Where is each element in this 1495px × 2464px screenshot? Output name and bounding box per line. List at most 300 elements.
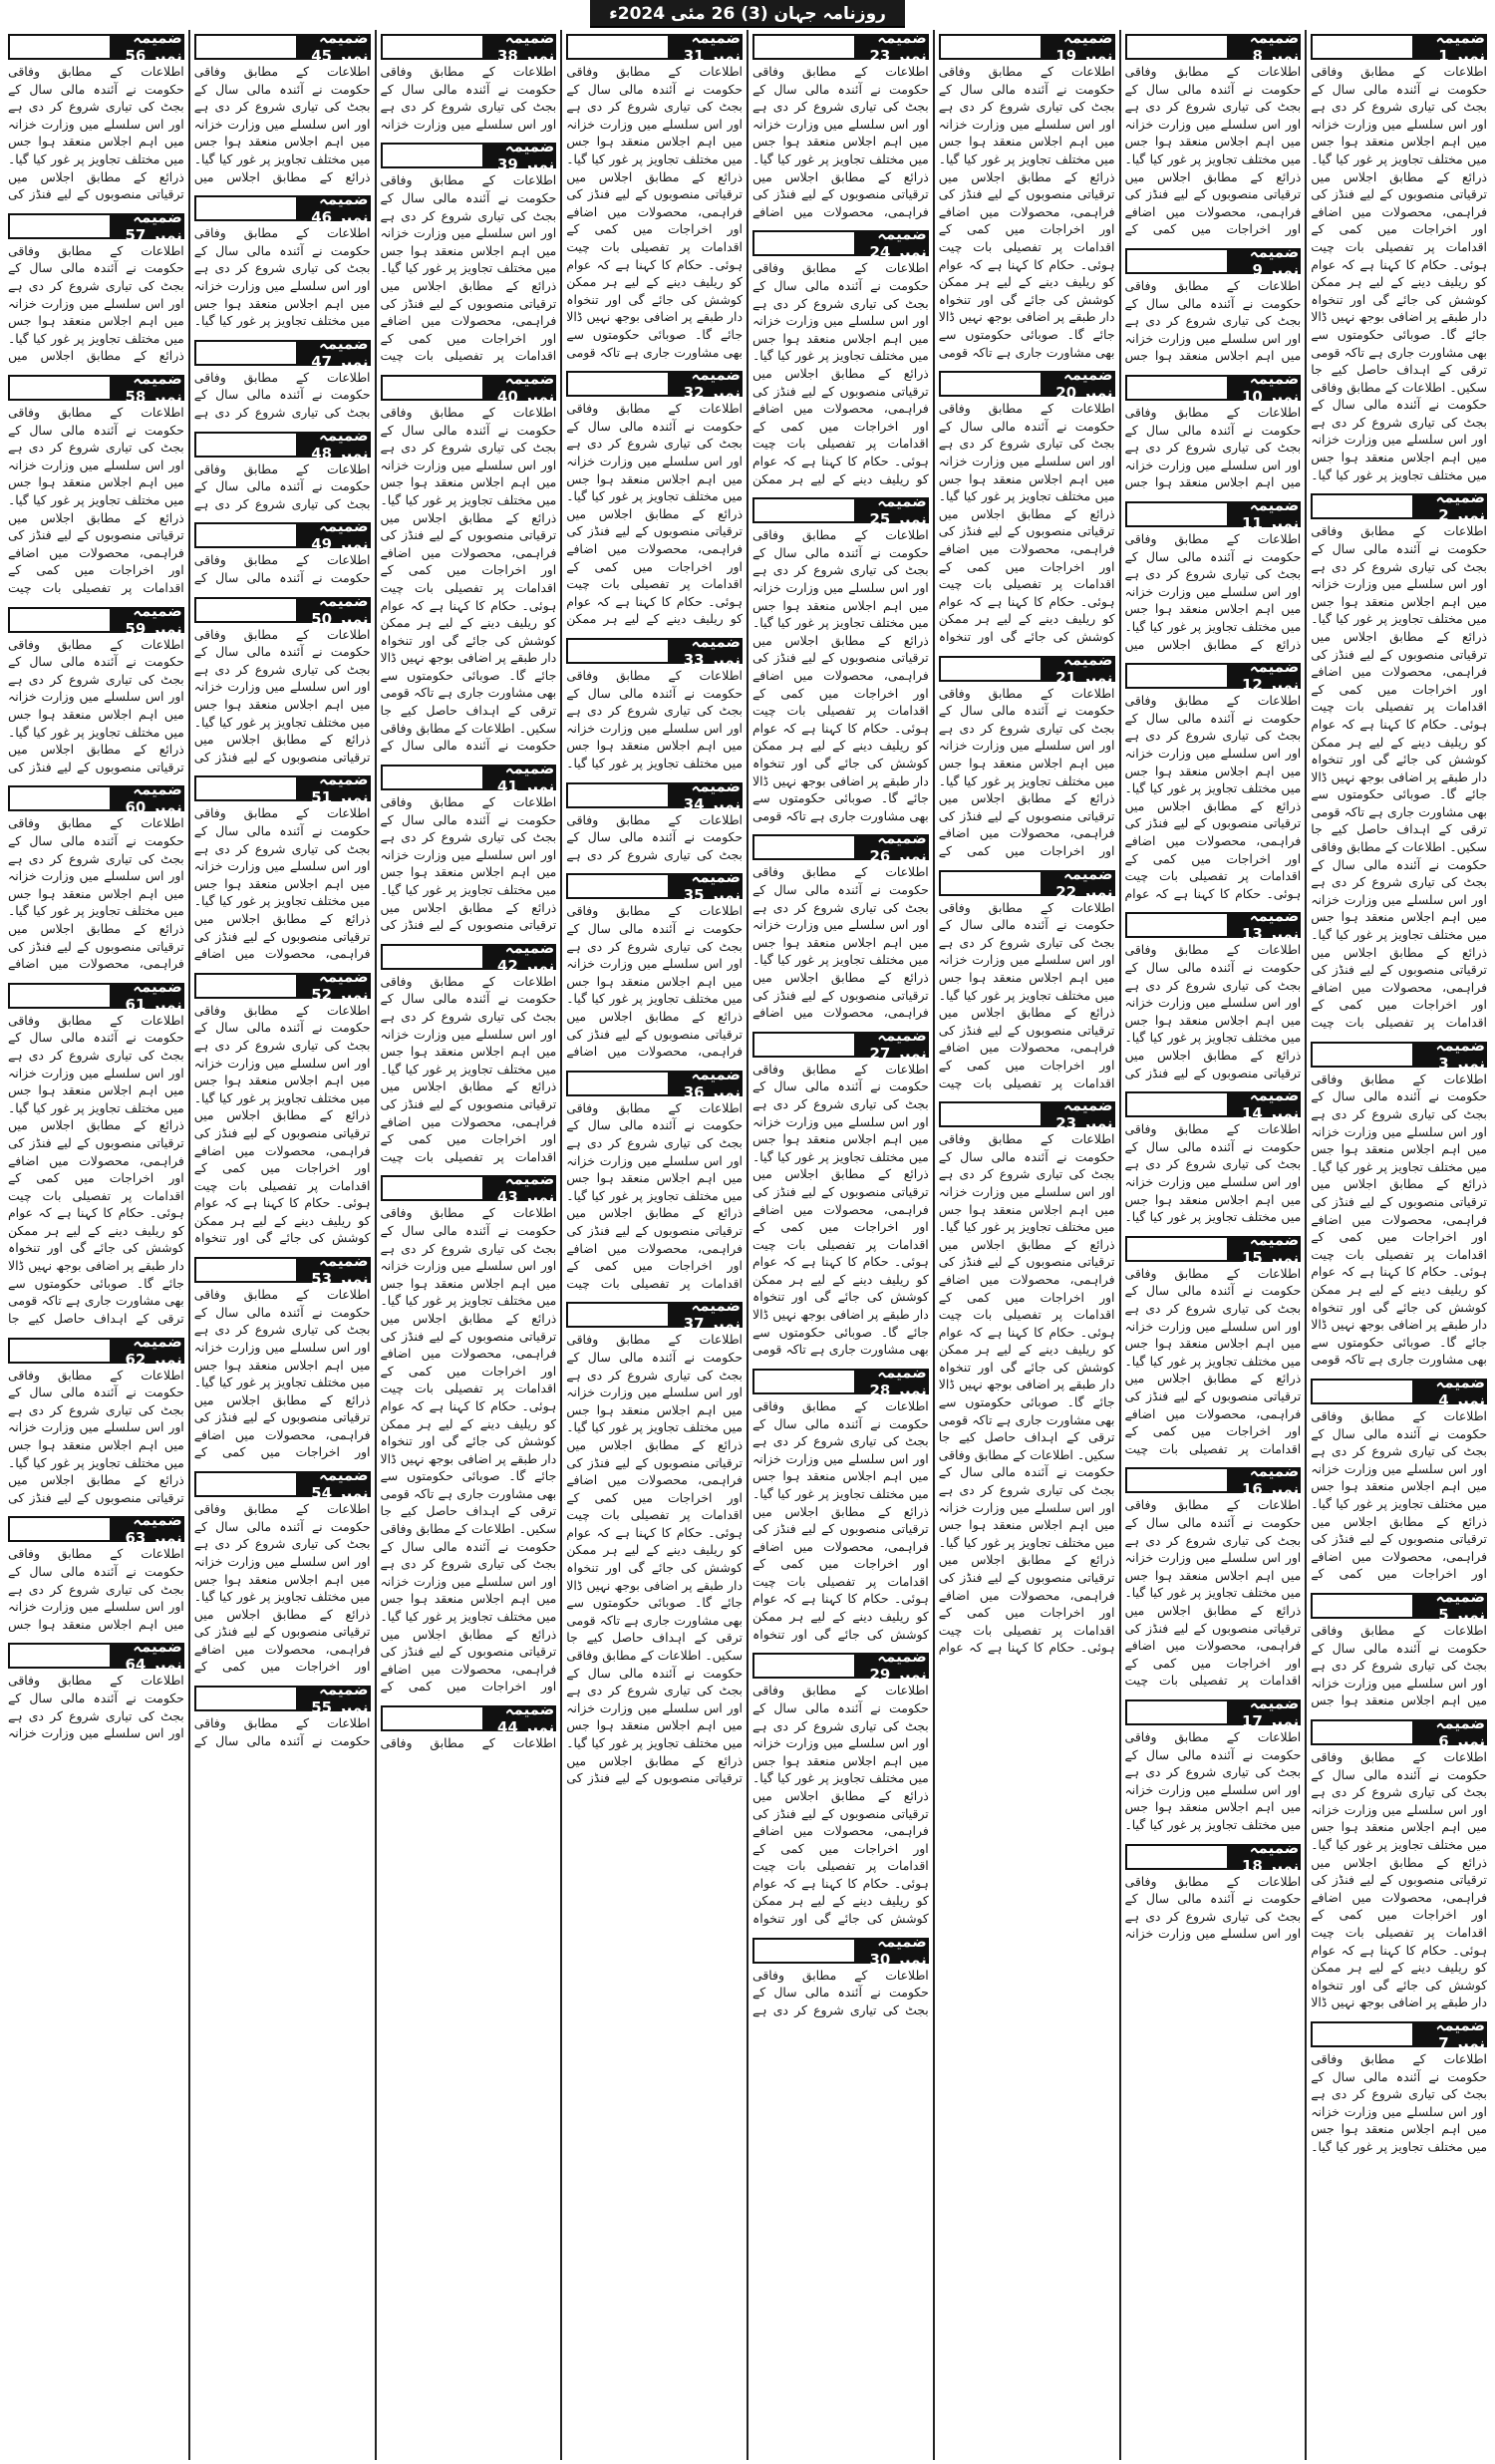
article-body: اطلاعات کے مطابق وفاقی حکومت نے آئندہ مالی سال کے بجٹ کی تیاری شروع کر دی ہے اور اس سلسلے میں وزارت خزانہ میں اہم اجلاس منعقد ہوا جس میں مختلف تجاویز پر غور کیا گیا۔ ذرائع کے مطابق اجلاس میں ترقیاتی منصوبوں کے لیے فنڈز کی فراہمی، محصولات میں اضافے اور اخراجات میں کمی کے اقدامات پر تفصیلی بات چیت ہوئی۔ حکام کا کہنا ہے کہ عوام کو ریلیف دینے کے لیے ہر ممکن — [752, 260, 929, 486]
header-rule — [1313, 1721, 1412, 1743]
header-rule — [568, 36, 668, 58]
article-number-label: ضمیمہ نمبر 36 — [668, 1073, 741, 1094]
header-rule — [941, 1103, 1041, 1125]
article-number-label: ضمیمہ نمبر 30 — [854, 1940, 927, 1962]
article-number-label: ضمیمہ نمبر 21 — [1041, 658, 1113, 680]
article-header — [8, 207, 184, 244]
article-number-label: ضمیمہ نمبر 2 — [1412, 495, 1485, 517]
news-article — [8, 1639, 184, 1741]
article-body: اطلاعات کے مطابق وفاقی حکومت نے آئندہ مالی سال کے بجٹ کی تیاری شروع کر دی ہے اور اس سلسلے میں وزارت خزانہ میں اہم اجلاس منعقد ہوا جس میں مختلف تجاویز پر غور کیا گیا۔ ذرائع کے مطابق اجلاس میں ترقیاتی منصوبوں کے لیے فنڈز کی — [8, 1367, 184, 1505]
news-article — [752, 1649, 929, 1927]
article-number-label: ضمیمہ نمبر 57 — [110, 215, 182, 237]
article-header — [752, 1026, 929, 1063]
news-article — [194, 1253, 371, 1461]
news-article — [1311, 2017, 1487, 2156]
news-article — [1125, 1087, 1302, 1226]
news-article — [939, 367, 1115, 645]
header-rule — [754, 1655, 854, 1677]
article-header — [194, 591, 371, 628]
article-header — [1125, 496, 1302, 532]
news-article — [939, 652, 1115, 860]
article-number-label: ضمیمہ نمبر 11 — [1227, 503, 1300, 525]
article-header — [1125, 1230, 1302, 1267]
header-rule — [10, 36, 110, 58]
news-article — [752, 1028, 929, 1359]
news-article — [1311, 1715, 1487, 2011]
article-body: اطلاعات کے مطابق وفاقی حکومت نے آئندہ مالی سال کے بجٹ کی تیاری شروع کر دی ہے اور اس سلسلے میں وزارت خزانہ میں اہم اجلاس منعقد ہوا جس میں مختلف تجاویز پر غور کیا گیا۔ ذرائع کے مطابق اجلاس میں ترقیاتی منصوبوں کے لیے فنڈز کی فراہمی، محصولات میں اضافے اور اخراجات میں کمی کے — [193, 1287, 371, 1460]
header-rule — [941, 872, 1041, 894]
header-rule — [1127, 503, 1227, 525]
article-header — [381, 138, 557, 174]
article-header — [1125, 1086, 1302, 1123]
news-article — [566, 1067, 743, 1293]
article-number-label: ضمیمہ نمبر 41 — [482, 767, 555, 788]
header-rule — [10, 609, 110, 631]
news-column — [375, 30, 561, 2460]
article-header — [8, 1332, 184, 1369]
header-rule — [941, 373, 1041, 395]
news-article — [381, 761, 557, 934]
news-column — [747, 30, 933, 2460]
news-article — [194, 1682, 371, 1749]
article-body: اطلاعات کے مطابق وفاقی حکومت نے آئندہ مالی سال کے بجٹ کی تیاری شروع کر دی ہے اور اس سلسلے میں وزارت خزانہ میں اہم اجلاس منعقد ہوا جس میں مختلف تجاویز پر غور کیا گیا۔ ذرائع کے مطابق اجلاس میں ترقیاتی منصوبوں کے لیے فنڈز کی فراہمی، محصولات میں اضافے اور اخراجات میں کمی کے اقدامات پر تفصیلی بات چیت — [380, 973, 557, 1164]
article-body: اطلاعات کے مطابق وفاقی حکومت نے آئندہ مالی سال کے بجٹ کی تیاری شروع کر دی ہے اور اس سلسلے میں وزارت خزانہ میں اہم اجلاس منعقد ہوا جس میں مختلف تجاویز پر غور کیا گیا۔ ذرائع کے مطابق اجلاس میں ترقیاتی منصوبوں کے لیے فنڈز کی فراہمی، محصولات میں اضافے اور اخراجات میں کمی کے — [193, 1501, 371, 1675]
news-article — [1125, 1840, 1302, 1943]
article-body: اطلاعات کے مطابق وفاقی حکومت نے آئندہ مالی سال کے بجٹ کی تیاری شروع کر دی ہے اور اس سلسلے میں وزارت خزانہ میں اہم اجلاس منعقد ہوا جس میں مختلف تجاویز پر غور کیا گیا۔ ذرائع کے مطابق اجلاس میں ترقیاتی منصوبوں کے لیے فنڈز کی فراہمی، محصولات میں اضافے اور اخراجات میں کمی کے اقدامات پر تفصیلی بات چیت — [8, 404, 184, 595]
article-body: اطلاعات کے مطابق وفاقی حکومت نے آئندہ مالی سال کے بجٹ کی تیاری شروع کر دی ہے اور اس سلسلے میں وزارت خزانہ میں اہم اجلاس منعقد ہوا جس میں مختلف تجاویز پر غور کیا گیا۔ ذرائع کے مطابق اجلاس میں ترقیاتی منصوبوں کے لیے فنڈز کی فراہمی، محصولات میں اضافے اور اخراجات میں کمی کے — [938, 685, 1115, 858]
article-body: اطلاعات کے مطابق وفاقی حکومت نے آئندہ مالی سال کے بجٹ کی تیاری شروع کر دی ہے اور اس سلسلے میں وزارت خزانہ میں اہم اجلاس منعقد ہوا جس میں مختلف تجاویز پر غور کیا گیا۔ ذرائع کے مطابق اجلاس میں ترقیاتی منصوبوں کے لیے فنڈز کی فراہمی، محصولات میں اضافے اور اخراجات میں کمی کے اقدامات پر تفصیلی بات چیت — [1124, 1497, 1302, 1689]
header-rule — [754, 836, 854, 858]
article-header — [939, 30, 1115, 65]
article-header — [194, 426, 371, 462]
header-rule — [1127, 377, 1227, 399]
news-article — [8, 1512, 184, 1633]
article-number-label: ضمیمہ نمبر 7 — [1412, 2023, 1485, 2045]
news-column — [188, 30, 375, 2460]
header-rule — [1127, 1469, 1227, 1491]
article-number-label: ضمیمہ نمبر 22 — [1041, 872, 1113, 894]
article-header — [752, 1363, 929, 1399]
article-header — [1125, 1838, 1302, 1875]
news-article — [1311, 489, 1487, 1031]
article-number-label: ضمیمہ نمبر 54 — [296, 1473, 369, 1495]
article-body: اطلاعات کے مطابق وفاقی حکومت نے آئندہ مالی سال کے بجٹ کی تیاری شروع کر دی ہے اور اس سلسلے میں وزارت خزانہ میں اہم اجلاس منعقد ہوا جس میں مختلف تجاویز پر غور کیا گیا۔ ذرائع کے مطابق اجلاس میں ترقیاتی منصوبوں کے لیے فنڈز کی فراہمی، محصولات میں اضافے اور اخراجات میں کمی کے اقدامات پر تفصیلی بات چیت — [1124, 1265, 1302, 1456]
header-rule — [754, 1034, 854, 1056]
article-header — [8, 1638, 184, 1675]
header-rule — [196, 197, 296, 219]
article-header — [1311, 2015, 1487, 2052]
article-body: اطلاعات کے مطابق وفاقی حکومت نے آئندہ مالی سال کے بجٹ کی تیاری شروع کر دی ہے اور اس سلسلے میں وزارت خزانہ میں اہم اجلاس منعقد ہوا جس میں مختلف تجاویز پر غور کیا گیا۔ ذرائع کے مطابق اجلاس میں — [193, 64, 371, 184]
header-rule — [196, 975, 296, 997]
article-number-label: ضمیمہ نمبر 63 — [110, 1518, 182, 1540]
news-article — [194, 30, 371, 185]
article-header — [1311, 30, 1487, 65]
news-article — [1311, 1038, 1487, 1369]
news-article — [752, 1934, 929, 2019]
article-body: اطلاعات کے مطابق وفاقی حکومت نے آئندہ مالی سال کے بجٹ کی تیاری شروع کر دی ہے اور اس سلسلے میں وزارت خزانہ میں اہم اجلاس منعقد ہوا جس میں مختلف تجاویز پر غور کیا گیا۔ ذرائع کے مطابق اجلاس میں ترقیاتی منصوبوں کے لیے فنڈز کی فراہمی، محصولات میں اضافے اور اخراجات میں کمی کے اقدامات پر تفصیلی بات چیت ہوئی۔ حکام کا کہنا ہے کہ عوام کو ریلیف دینے کے لیے ہر ممکن کوشش کی جائے گی اور تنخواہ دار طبقے پر اضافی بوجھ نہیں ڈالا جائے گا۔ صوبائی حکومتوں سے بھی مشاورت جاری ہے تاکہ قومی — [752, 1061, 929, 1358]
news-article — [939, 30, 1115, 361]
article-header — [381, 759, 557, 795]
article-header — [752, 225, 929, 262]
article-body: اطلاعات کے مطابق وفاقی — [380, 1735, 557, 1751]
news-article — [194, 428, 371, 513]
article-number-label: ضمیمہ نمبر 23 — [854, 36, 927, 58]
columns-container — [4, 30, 1491, 2460]
article-number-label: ضمیمہ نمبر 37 — [668, 1304, 741, 1326]
article-body: اطلاعات کے مطابق وفاقی حکومت نے آئندہ مالی سال کے بجٹ کی تیاری شروع کر دی ہے اور اس سلسلے میں وزارت خزانہ میں اہم اجلاس منعقد ہوا جس — [1311, 1622, 1487, 1708]
article-number-label: ضمیمہ نمبر 17 — [1227, 1701, 1300, 1723]
header-rule — [383, 145, 482, 166]
article-number-label: ضمیمہ نمبر 43 — [482, 1177, 555, 1199]
news-article — [1125, 497, 1302, 653]
article-header — [381, 369, 557, 406]
news-column — [560, 30, 747, 2460]
news-article — [381, 30, 557, 133]
news-article — [566, 367, 743, 628]
article-header — [566, 366, 743, 403]
article-header — [381, 30, 557, 65]
article-body: اطلاعات کے مطابق وفاقی حکومت نے آئندہ مالی سال کے بجٹ کی تیاری شروع کر دی ہے اور اس سلسلے میں وزارت خزانہ میں اہم اجلاس منعقد ہوا جس میں مختلف تجاویز پر غور کیا گیا۔ ذرائع کے مطابق اجلاس میں ترقیاتی منصوبوں کے لیے فنڈز کی فراہمی، محصولات میں اضافے اور اخراجات میں کمی کے — [1124, 64, 1302, 237]
article-body: اطلاعات کے مطابق وفاقی حکومت نے آئندہ مالی سال کے بجٹ کی تیاری شروع کر دی ہے اور اس سلسلے میں وزارت خزانہ — [1124, 1873, 1302, 1942]
article-body: اطلاعات کے مطابق وفاقی حکومت نے آئندہ مالی سال کے بجٹ کی تیاری شروع کر دی ہے اور اس سلسلے میں وزارت خزانہ میں اہم اجلاس منعقد ہوا جس میں مختلف تجاویز پر غور کیا گیا۔ ذرائع کے مطابق اجلاس میں ترقیاتی منصوبوں کے لیے فنڈز کی فراہمی، محصولات میں اضافے اور اخراجات میں کمی کے — [1311, 1407, 1487, 1582]
header-rule — [568, 1304, 668, 1326]
news-article — [566, 778, 743, 864]
article-number-label: ضمیمہ نمبر 52 — [296, 975, 369, 997]
article-header — [194, 1466, 371, 1503]
article-body: اطلاعات کے مطابق وفاقی حکومت نے آئندہ مالی سال کے بجٹ کی تیاری شروع کر دی ہے اور اس سلسلے میں وزارت خزانہ میں اہم اجلاس منعقد ہوا جس میں مختلف تجاویز پر غور کیا گیا۔ ذرائع کے مطابق اجلاس میں ترقیاتی منصوبوں کے لیے فنڈز کی — [8, 636, 184, 774]
header-rule — [1313, 1044, 1412, 1066]
header-rule — [10, 787, 110, 809]
header-rule — [196, 434, 296, 456]
article-body: اطلاعات کے مطابق وفاقی حکومت نے آئندہ مالی سال کے بجٹ کی تیاری شروع کر دی ہے اور اس سلسلے میں وزارت خزانہ میں اہم اجلاس منعقد ہوا جس میں مختلف تجاویز پر غور کیا گیا۔ ذرائع کے مطابق اجلاس میں ترقیاتی منصوبوں کے لیے فنڈز کی — [8, 64, 184, 202]
news-article — [8, 603, 184, 776]
news-article — [194, 593, 371, 767]
news-article — [939, 866, 1115, 1092]
news-article — [1125, 244, 1302, 365]
article-header — [8, 601, 184, 638]
article-header — [8, 369, 184, 406]
header-rule — [196, 36, 296, 58]
news-article — [1311, 30, 1487, 483]
news-article — [1125, 908, 1302, 1081]
article-header — [194, 30, 371, 65]
article-number-label: ضمیمہ نمبر 60 — [110, 787, 182, 809]
article-number-label: ضمیمہ نمبر 20 — [1041, 373, 1113, 395]
header-rule — [1127, 1238, 1227, 1260]
article-number-label: ضمیمہ نمبر 47 — [296, 342, 369, 364]
article-header — [194, 517, 371, 554]
news-column — [1119, 30, 1306, 2460]
article-body: اطلاعات کے مطابق وفاقی حکومت نے آئندہ مالی سال کے بجٹ کی تیاری شروع کر دی ہے اور اس سلسلے میں وزارت خزانہ میں اہم اجلاس منعقد ہوا جس میں مختلف تجاویز پر غور کیا گیا۔ ذرائع کے مطابق اجلاس میں ترقیاتی منصوبوں کے لیے فنڈز کی فراہمی، محصولات میں اضافے اور اخراجات میں کمی کے اقدامات پر تفصیلی بات چیت ہوئی۔ حکام کا کہنا ہے کہ عوام کو ریلیف دینے کے لیے ہر ممکن کوشش کی جائے گی اور تنخواہ دار طبقے پر اضافی بوجھ نہیں ڈالا جائے گا۔ صوبائی حکومتوں سے بھی مشاورت جاری ہے تاکہ قومی ترقی کے اہداف حاصل کیے جا سکیں۔ اطلاعات کے مطابق وفاقی حکومت نے آئندہ مالی سال کے بجٹ کی تیاری شروع کر دی ہے اور اس سلسلے میں وزارت خزانہ میں اہم اجلاس منعقد ہوا جس میں مختلف تجاویز پر غور کیا گیا۔ — [1311, 64, 1487, 482]
article-body: اطلاعات کے مطابق وفاقی حکومت نے آئندہ مالی سال کے بجٹ کی تیاری شروع کر دی ہے اور اس سلسلے میں وزارت خزانہ میں اہم اجلاس منعقد ہوا جس میں مختلف تجاویز پر غور کیا گیا۔ ذرائع کے مطابق اجلاس میں ترقیاتی منصوبوں کے لیے فنڈز کی — [380, 793, 557, 933]
article-body: اطلاعات کے مطابق وفاقی حکومت نے آئندہ مالی سال کے بجٹ کی تیاری شروع کر دی ہے اور اس سلسلے میں وزارت خزانہ میں اہم اجلاس منعقد ہوا جس میں مختلف تجاویز پر غور کیا گیا۔ ذرائع کے مطابق اجلاس میں ترقیاتی منصوبوں کے لیے فنڈز کی — [1124, 942, 1302, 1080]
article-header — [939, 1096, 1115, 1133]
news-article — [752, 493, 929, 824]
article-number-label: ضمیمہ نمبر 16 — [1227, 1469, 1300, 1491]
news-article — [1311, 1589, 1487, 1709]
article-body: اطلاعات کے مطابق وفاقی حکومت نے آئندہ مالی سال کے بجٹ کی تیاری شروع کر دی ہے اور اس سلسلے میں وزارت خزانہ میں اہم اجلاس منعقد ہوا جس میں مختلف تجاویز پر غور کیا گیا۔ ذرائع کے مطابق اجلاس میں ترقیاتی منصوبوں کے لیے فنڈز کی فراہمی، محصولات میں اضافے اور اخراجات میں کمی کے اقدامات پر تفصیلی بات چیت — [380, 172, 557, 364]
header-rule — [196, 1688, 296, 1709]
article-body: اطلاعات کے مطابق وفاقی حکومت نے آئندہ مالی سال کے — [193, 1715, 371, 1748]
article-number-label: ضمیمہ نمبر 10 — [1227, 377, 1300, 399]
header-rule — [196, 777, 296, 799]
header-rule — [941, 36, 1041, 58]
article-body: اطلاعات کے مطابق وفاقی حکومت نے آئندہ مالی سال کے بجٹ کی تیاری شروع کر دی ہے اور اس سلسلے میں وزارت خزانہ میں اہم اجلاس منعقد ہوا جس — [1124, 278, 1302, 364]
article-header — [939, 864, 1115, 901]
article-header — [1125, 1462, 1302, 1499]
header-rule — [568, 875, 668, 897]
article-number-label: ضمیمہ نمبر 53 — [296, 1259, 369, 1281]
article-number-label: ضمیمہ نمبر 49 — [296, 524, 369, 546]
news-article — [1125, 30, 1302, 238]
article-body: اطلاعات کے مطابق وفاقی حکومت نے آئندہ مالی سال کے بجٹ کی تیاری شروع کر دی ہے اور اس سلسلے میں وزارت خزانہ میں اہم اجلاس منعقد ہوا جس میں مختلف تجاویز پر غور کیا گیا۔ — [1124, 1121, 1302, 1225]
article-number-label: ضمیمہ نمبر 26 — [854, 836, 927, 858]
article-body: اطلاعات کے مطابق وفاقی حکومت نے آئندہ مالی سال کے بجٹ کی تیاری شروع کر دی ہے اور اس سلسلے میں وزارت خزانہ میں اہم اجلاس منعقد ہوا جس میں مختلف تجاویز پر غور کیا گیا۔ ذرائع کے مطابق اجلاس میں ترقیاتی منصوبوں کے لیے فنڈز کی فراہمی، محصولات میں اضافے اور اخراجات میں کمی کے اقدامات پر تفصیلی بات چیت — [938, 899, 1115, 1090]
article-header — [1125, 658, 1302, 695]
article-header — [1125, 30, 1302, 65]
header-rule — [196, 1473, 296, 1495]
article-body: اطلاعات کے مطابق وفاقی حکومت نے آئندہ مالی سال کے بجٹ کی تیاری شروع کر دی ہے اور اس سلسلے میں وزارت خزانہ میں اہم اجلاس منعقد ہوا جس میں مختلف تجاویز پر غور کیا گیا۔ ذرائع کے مطابق اجلاس میں ترقیاتی منصوبوں کے لیے فنڈز کی فراہمی، محصولات میں اضافے — [752, 864, 929, 1021]
article-number-label: ضمیمہ نمبر 25 — [854, 499, 927, 521]
article-number-label: ضمیمہ نمبر 18 — [1227, 1846, 1300, 1868]
header-rule — [10, 985, 110, 1007]
news-article — [752, 226, 929, 487]
article-body: اطلاعات کے مطابق وفاقی حکومت نے آئندہ مالی سال کے بجٹ کی تیاری شروع کر دی ہے اور اس سلسلے میں وزارت خزانہ میں اہم اجلاس منعقد ہوا جس میں مختلف تجاویز پر غور کیا گیا۔ ذرائع کے مطابق اجلاس میں ترقیاتی منصوبوں کے لیے فنڈز کی فراہمی، محصولات میں اضافے اور اخراجات میں کمی کے اقدامات پر تفصیلی بات چیت ہوئی۔ حکام کا کہنا ہے کہ عوام کو ریلیف دینے کے لیے ہر ممکن کوشش کی جائے گی اور تنخواہ دار طبقے پر اضافی بوجھ نہیں ڈالا جائے گا۔ صوبائی حکومتوں سے بھی مشاورت جاری ہے تاکہ قومی ترقی کے اہداف حاصل کیے جا سکیں۔ اطلاعات کے مطابق وفاقی حکومت نے آئندہ مالی سال کے — [380, 404, 557, 754]
news-article — [566, 634, 743, 772]
news-article — [194, 771, 371, 962]
article-header — [8, 977, 184, 1014]
header-rule — [1313, 2023, 1412, 2045]
article-header — [566, 1297, 743, 1334]
news-article — [194, 1467, 371, 1676]
article-number-label: ضمیمہ نمبر 62 — [110, 1340, 182, 1362]
header-rule — [568, 640, 668, 662]
header-rule — [10, 1645, 110, 1667]
news-article — [8, 979, 184, 1328]
article-body: اطلاعات کے مطابق وفاقی حکومت نے آئندہ مالی سال کے بجٹ کی تیاری شروع کر دی ہے اور اس سلسلے میں وزارت خزانہ میں اہم اجلاس منعقد ہوا جس میں مختلف تجاویز پر غور کیا گیا۔ ذرائع کے مطابق اجلاس میں ترقیاتی منصوبوں کے لیے فنڈز کی فراہمی، محصولات میں اضافے اور اخراجات میں کمی کے اقدامات پر تفصیلی بات چیت ہوئی۔ حکام کا کہنا ہے کہ عوام کو ریلیف دینے کے لیے ہر ممکن کوشش کی جائے گی اور تنخواہ دار طبقے پر اضافی بوجھ نہیں ڈالا — [1311, 1748, 1487, 2010]
article-body: اطلاعات کے مطابق وفاقی حکومت نے آئندہ مالی سال کے بجٹ کی تیاری شروع کر دی ہے اور اس سلسلے میں وزارت خزانہ — [380, 64, 557, 132]
header-rule — [1313, 1595, 1412, 1617]
article-header — [566, 776, 743, 813]
article-number-label: ضمیمہ نمبر 3 — [1412, 1044, 1485, 1066]
article-header — [752, 829, 929, 866]
article-header — [381, 938, 557, 975]
article-body: اطلاعات کے مطابق وفاقی حکومت نے آئندہ مالی سال کے بجٹ کی تیاری شروع کر دی ہے اور اس سلسلے میں وزارت خزانہ میں اہم اجلاس منعقد ہوا جس میں مختلف تجاویز پر غور کیا گیا۔ ذرائع کے مطابق اجلاس میں ترقیاتی منصوبوں کے لیے فنڈز کی فراہمی، محصولات میں اضافے اور اخراجات میں کمی کے اقدامات پر تفصیلی بات چیت ہوئی۔ حکام کا کہنا ہے کہ عوام کو ریلیف دینے کے لیے ہر ممکن کوشش کی جائے گی اور تنخواہ دار طبقے پر اضافی بوجھ نہیں ڈالا جائے گا۔ صوبائی حکومتوں سے بھی مشاورت جاری ہے تاکہ قومی ترقی کے اہداف حاصل کیے جا سکیں۔ اطلاعات کے مطابق وفاقی حکومت نے آئندہ مالی سال کے بجٹ کی تیاری شروع کر دی ہے اور اس سلسلے میں وزارت خزانہ میں اہم اجلاس منعقد ہوا جس میں مختلف تجاویز پر غور کیا گیا۔ ذرائع کے مطابق اجلاس میں ترقیاتی منصوبوں کے لیے فنڈز کی فراہمی، محصولات میں اضافے اور اخراجات میں کمی کے اقدامات پر تفصیلی بات چیت ہوئی۔ حکام کا کہنا ہے کہ عوام — [938, 1131, 1115, 1656]
news-column — [1305, 30, 1491, 2460]
news-article — [381, 139, 557, 365]
article-number-label: ضمیمہ نمبر 12 — [1227, 665, 1300, 687]
masthead-date: روزنامہ جہان (3) 26 مئی 2024ء — [590, 0, 905, 28]
article-body: اطلاعات کے مطابق وفاقی حکومت نے آئندہ مالی سال کے بجٹ کی تیاری شروع کر دی ہے اور اس سلسلے میں وزارت خزانہ میں اہم اجلاس منعقد ہوا جس میں مختلف تجاویز پر غور کیا گیا۔ — [1311, 2050, 1487, 2154]
header-rule — [1127, 250, 1227, 272]
article-number-label: ضمیمہ نمبر 4 — [1412, 1381, 1485, 1402]
news-article — [194, 191, 371, 330]
article-header — [1311, 1587, 1487, 1624]
article-number-label: ضمیمہ نمبر 58 — [110, 377, 182, 399]
article-number-label: ضمیمہ نمبر 44 — [482, 1707, 555, 1729]
header-rule — [754, 1371, 854, 1392]
header-rule — [568, 373, 668, 395]
article-number-label: ضمیمہ نمبر 14 — [1227, 1093, 1300, 1115]
article-header — [381, 1700, 557, 1737]
news-article — [381, 1171, 557, 1695]
news-article — [1125, 1695, 1302, 1834]
article-header — [752, 492, 929, 529]
news-article — [194, 969, 371, 1247]
article-body: اطلاعات کے مطابق وفاقی حکومت نے آئندہ مالی سال کے بجٹ کی تیاری شروع کر دی ہے اور اس سلسلے میں وزارت خزانہ میں اہم اجلاس منعقد ہوا جس میں مختلف تجاویز پر غور کیا گیا۔ ذرائع کے مطابق اجلاس میں ترقیاتی منصوبوں کے لیے فنڈز کی فراہمی، محصولات میں اضافے اور اخراجات میں کمی کے اقدامات پر تفصیلی بات چیت — [566, 1099, 743, 1291]
article-header — [566, 632, 743, 669]
article-header — [194, 334, 371, 371]
article-body: اطلاعات کے مطابق وفاقی حکومت نے آئندہ مالی سال کے بجٹ کی تیاری شروع کر دی ہے اور اس سلسلے میں وزارت خزانہ میں اہم اجلاس منعقد ہوا جس میں مختلف تجاویز پر غور کیا گیا۔ ذرائع کے مطابق اجلاس میں ترقیاتی منصوبوں کے لیے فنڈز کی فراہمی، محصولات میں اضافے اور اخراجات میں کمی کے اقدامات پر تفصیلی بات چیت ہوئی۔ حکام کا کہنا ہے کہ عوام کو ریلیف دینے کے لیے ہر ممکن کوشش کی جائے گی اور تنخواہ دار طبقے پر اضافی بوجھ نہیں ڈالا جائے گا۔ صوبائی حکومتوں سے بھی مشاورت جاری ہے تاکہ قومی ترقی کے اہداف حاصل کیے جا — [8, 1012, 184, 1326]
header-rule — [1127, 914, 1227, 936]
article-body: اطلاعات کے مطابق وفاقی حکومت نے آئندہ مالی سال کے بجٹ کی تیاری شروع کر دی ہے اور اس سلسلے میں وزارت خزانہ میں اہم اجلاس منعقد ہوا جس میں مختلف تجاویز پر غور کیا گیا۔ — [193, 225, 371, 329]
article-body: اطلاعات کے مطابق وفاقی حکومت نے آئندہ مالی سال کے بجٹ کی تیاری شروع کر دی ہے اور اس سلسلے میں وزارت خزانہ میں اہم اجلاس منعقد ہوا جس میں مختلف تجاویز پر غور کیا گیا۔ — [566, 667, 743, 770]
news-article — [566, 869, 743, 1060]
article-body: اطلاعات کے مطابق وفاقی حکومت نے آئندہ مالی سال کے بجٹ کی تیاری شروع کر دی ہے اور اس سلسلے میں وزارت خزانہ میں اہم اجلاس منعقد ہوا جس میں مختلف تجاویز پر غور کیا گیا۔ ذرائع کے مطابق اجلاس میں ترقیاتی منصوبوں کے لیے فنڈز کی فراہمی، محصولات میں اضافے — [193, 805, 371, 962]
news-article — [566, 30, 743, 361]
article-body: اطلاعات کے مطابق وفاقی حکومت نے آئندہ مالی سال کے بجٹ کی تیاری شروع کر دی ہے اور اس سلسلے میں وزارت خزانہ میں اہم اجلاس منعقد ہوا جس میں مختلف تجاویز پر غور کیا گیا۔ ذرائع کے مطابق اجلاس میں ترقیاتی منصوبوں کے لیے فنڈز کی فراہمی، محصولات میں اضافے — [8, 815, 184, 972]
news-article — [939, 1097, 1115, 1657]
article-body: اطلاعات کے مطابق وفاقی حکومت نے آئندہ مالی سال کے بجٹ کی تیاری شروع کر دی ہے اور اس سلسلے میں وزارت خزانہ میں اہم اجلاس منعقد ہوا جس میں مختلف تجاویز پر غور کیا گیا۔ ذرائع کے مطابق اجلاس میں — [1124, 531, 1302, 652]
article-body: اطلاعات کے مطابق وفاقی حکومت نے آئندہ مالی سال کے بجٹ کی تیاری شروع کر دی ہے — [193, 369, 371, 420]
article-body: اطلاعات کے مطابق وفاقی حکومت نے آئندہ مالی سال کے بجٹ کی تیاری شروع کر دی ہے اور اس سلسلے میں وزارت خزانہ میں اہم اجلاس منعقد ہوا جس میں مختلف تجاویز پر غور کیا گیا۔ ذرائع کے مطابق اجلاس میں ترقیاتی منصوبوں کے لیے فنڈز کی فراہمی، محصولات میں اضافے اور اخراجات میں کمی کے اقدامات پر تفصیلی بات چیت ہوئی۔ حکام کا کہنا ہے کہ عوام کو ریلیف دینے کے لیے ہر ممکن کوشش کی جائے گی اور تنخواہ دار طبقے پر اضافی بوجھ نہیں ڈالا جائے گا۔ صوبائی حکومتوں سے بھی مشاورت جاری ہے تاکہ قومی — [938, 64, 1115, 360]
news-article — [1125, 659, 1302, 902]
news-article — [752, 30, 929, 220]
header-rule — [941, 658, 1041, 680]
header-rule — [754, 232, 854, 254]
article-number-label: ضمیمہ نمبر 51 — [296, 777, 369, 799]
article-body: اطلاعات کے مطابق وفاقی حکومت نے آئندہ مالی سال کے بجٹ کی تیاری شروع کر دی ہے — [752, 1967, 929, 2017]
news-article — [8, 781, 184, 972]
header-rule — [754, 1940, 854, 1962]
article-number-label: ضمیمہ نمبر 32 — [668, 373, 741, 395]
article-number-label: ضمیمہ نمبر 39 — [482, 145, 555, 166]
article-body: اطلاعات کے مطابق وفاقی حکومت نے آئندہ مالی سال کے بجٹ کی تیاری شروع کر دی ہے اور اس سلسلے میں وزارت خزانہ میں اہم اجلاس منعقد ہوا جس — [1124, 405, 1302, 490]
article-body: اطلاعات کے مطابق وفاقی حکومت نے آئندہ مالی سال کے بجٹ کی تیاری شروع کر دی ہے — [566, 811, 743, 862]
article-number-label: ضمیمہ نمبر 9 — [1227, 250, 1300, 272]
header-rule — [383, 946, 482, 968]
article-body: اطلاعات کے مطابق وفاقی حکومت نے آئندہ مالی سال کے بجٹ کی تیاری شروع کر دی ہے اور اس سلسلے میں وزارت خزانہ میں اہم اجلاس منعقد ہوا جس میں مختلف تجاویز پر غور کیا گیا۔ ذرائع کے مطابق اجلاس میں ترقیاتی منصوبوں کے لیے فنڈز کی فراہمی، محصولات میں اضافے اور اخراجات میں کمی کے اقدامات پر تفصیلی بات چیت ہوئی۔ حکام کا کہنا ہے کہ عوام کو ریلیف دینے کے لیے ہر ممکن کوشش کی جائے گی اور تنخواہ — [752, 1397, 929, 1642]
article-header — [194, 770, 371, 807]
article-body: اطلاعات کے مطابق وفاقی حکومت نے آئندہ مالی سال کے بجٹ کی تیاری شروع کر دی ہے اور اس سلسلے میں وزارت خزانہ میں اہم اجلاس منعقد ہوا جس میں مختلف تجاویز پر غور کیا گیا۔ ذرائع کے مطابق اجلاس میں ترقیاتی منصوبوں کے لیے فنڈز کی فراہمی، محصولات میں اضافے اور اخراجات میں کمی کے اقدامات پر تفصیلی بات چیت ہوئی۔ حکام کا کہنا ہے کہ عوام کو ریلیف دینے کے لیے ہر ممکن کوشش کی جائے گی اور تنخواہ دار طبقے پر اضافی بوجھ نہیں ڈالا جائے گا۔ صوبائی حکومتوں سے بھی مشاورت جاری ہے تاکہ قومی ترقی کے اہداف حاصل کیے جا سکیں۔ اطلاعات کے مطابق وفاقی حکومت نے آئندہ مالی سال کے بجٹ کی تیاری شروع کر دی ہے اور اس سلسلے میں وزارت خزانہ میں اہم اجلاس منعقد ہوا جس میں مختلف تجاویز پر غور کیا گیا۔ ذرائع کے مطابق اجلاس میں ترقیاتی منصوبوں کے لیے فنڈز کی فراہمی، محصولات میں اضافے اور اخراجات میں کمی کے اقدامات پر تفصیلی بات چیت — [1311, 523, 1487, 1031]
article-number-label: ضمیمہ نمبر 45 — [296, 36, 369, 58]
news-article — [1125, 371, 1302, 491]
article-header — [194, 1252, 371, 1289]
article-number-label: ضمیمہ نمبر 56 — [110, 36, 182, 58]
article-body: اطلاعات کے مطابق وفاقی حکومت نے آئندہ مالی سال کے — [193, 552, 371, 585]
header-rule — [196, 342, 296, 364]
header-rule — [196, 524, 296, 546]
article-header — [1125, 907, 1302, 944]
article-header — [1311, 1373, 1487, 1409]
article-body: اطلاعات کے مطابق وفاقی حکومت نے آئندہ مالی سال کے بجٹ کی تیاری شروع کر دی ہے اور اس سلسلے میں وزارت خزانہ میں اہم اجلاس منعقد ہوا جس میں مختلف تجاویز پر غور کیا گیا۔ ذرائع کے مطابق اجلاس میں ترقیاتی منصوبوں کے لیے فنڈز کی فراہمی، محصولات میں اضافے اور اخراجات میں کمی کے اقدامات پر تفصیلی بات چیت ہوئی۔ حکام کا کہنا ہے کہ عوام — [1124, 693, 1302, 901]
article-number-label: ضمیمہ نمبر 64 — [110, 1645, 182, 1667]
header-rule — [1127, 1701, 1227, 1723]
article-body: اطلاعات کے مطابق وفاقی حکومت نے آئندہ مالی سال کے بجٹ کی تیاری شروع کر دی ہے اور اس سلسلے میں وزارت خزانہ میں اہم اجلاس منعقد ہوا جس میں مختلف تجاویز پر غور کیا گیا۔ ذرائع کے مطابق اجلاس میں ترقیاتی منصوبوں کے لیے فنڈز کی فراہمی، محصولات میں اضافے اور اخراجات میں کمی کے اقدامات پر تفصیلی بات چیت ہوئی۔ حکام کا کہنا ہے کہ عوام کو ریلیف دینے کے لیے ہر ممکن کوشش کی جائے گی اور تنخواہ دار طبقے پر اضافی بوجھ نہیں ڈالا جائے گا۔ صوبائی حکومتوں سے بھی مشاورت جاری ہے تاکہ قومی — [566, 64, 743, 360]
news-article — [194, 336, 371, 422]
article-header — [1125, 1694, 1302, 1730]
header-rule — [10, 215, 110, 237]
header-rule — [383, 377, 482, 399]
news-article — [752, 830, 929, 1021]
news-column — [4, 30, 188, 2460]
header-rule — [10, 1340, 110, 1362]
article-number-label: ضمیمہ نمبر 34 — [668, 784, 741, 806]
article-number-label: ضمیمہ نمبر 28 — [854, 1371, 927, 1392]
article-number-label: ضمیمہ نمبر 33 — [668, 640, 741, 662]
article-number-label: ضمیمہ نمبر 46 — [296, 197, 369, 219]
news-article — [566, 1298, 743, 1787]
article-body: اطلاعات کے مطابق وفاقی حکومت نے آئندہ مالی سال کے بجٹ کی تیاری شروع کر دی ہے اور اس سلسلے میں وزارت خزانہ میں اہم اجلاس منعقد ہوا جس میں مختلف تجاویز پر غور کیا گیا۔ ذرائع کے مطابق اجلاس میں ترقیاتی منصوبوں کے لیے فنڈز کی فراہمی، محصولات میں اضافے اور اخراجات میں کمی کے اقدامات پر تفصیلی بات چیت ہوئی۔ حکام کا کہنا ہے کہ عوام کو ریلیف دینے کے لیے ہر ممکن کوشش کی جائے گی اور تنخواہ دار طبقے پر اضافی بوجھ نہیں ڈالا جائے گا۔ صوبائی حکومتوں سے بھی مشاورت جاری ہے تاکہ قومی — [752, 527, 929, 823]
article-number-label: ضمیمہ نمبر 55 — [296, 1688, 369, 1709]
article-number-label: ضمیمہ نمبر 8 — [1227, 36, 1300, 58]
news-article — [381, 1701, 557, 1752]
article-number-label: ضمیمہ نمبر 35 — [668, 875, 741, 897]
article-number-label: ضمیمہ نمبر 50 — [296, 599, 369, 621]
article-header — [566, 30, 743, 65]
article-header — [194, 190, 371, 227]
news-article — [194, 518, 371, 586]
news-article — [752, 1365, 929, 1643]
article-number-label: ضمیمہ نمبر 15 — [1227, 1238, 1300, 1260]
news-article — [8, 209, 184, 365]
article-number-label: ضمیمہ نمبر 24 — [854, 232, 927, 254]
article-body: اطلاعات کے مطابق وفاقی حکومت نے آئندہ مالی سال کے بجٹ کی تیاری شروع کر دی ہے اور اس سلسلے میں وزارت خزانہ میں اہم اجلاس منعقد ہوا جس میں مختلف تجاویز پر غور کیا گیا۔ ذرائع کے مطابق اجلاس میں ترقیاتی منصوبوں کے لیے فنڈز کی فراہمی، محصولات میں اضافے اور اخراجات میں کمی کے اقدامات پر تفصیلی بات چیت ہوئی۔ حکام کا کہنا ہے کہ عوام کو ریلیف دینے کے لیے ہر ممکن کوشش کی جائے گی اور تنخواہ — [938, 401, 1115, 644]
article-number-label: ضمیمہ نمبر 29 — [854, 1655, 927, 1677]
article-number-label: ضمیمہ نمبر 1 — [1412, 36, 1485, 58]
article-header — [939, 650, 1115, 687]
article-header — [752, 30, 929, 65]
header-rule — [568, 784, 668, 806]
article-body: اطلاعات کے مطابق وفاقی حکومت نے آئندہ مالی سال کے بجٹ کی تیاری شروع کر دی ہے اور اس سلسلے میں وزارت خزانہ میں اہم اجلاس منعقد ہوا جس میں مختلف تجاویز پر غور کیا گیا۔ ذرائع کے مطابق اجلاس میں ترقیاتی منصوبوں کے لیے فنڈز کی — [193, 626, 371, 765]
article-body: اطلاعات کے مطابق وفاقی حکومت نے آئندہ مالی سال کے بجٹ کی تیاری شروع کر دی ہے اور اس سلسلے میں وزارت خزانہ میں اہم اجلاس منعقد ہوا جس میں مختلف تجاویز پر غور کیا گیا۔ ذرائع کے مطابق اجلاس میں ترقیاتی منصوبوں کے لیے فنڈز کی فراہمی، محصولات میں اضافے اور اخراجات میں کمی کے اقدامات پر تفصیلی بات چیت ہوئی۔ حکام کا کہنا ہے کہ عوام کو ریلیف دینے کے لیے ہر ممکن کوشش کی جائے گی اور تنخواہ — [193, 1002, 371, 1246]
article-number-label: ضمیمہ نمبر 61 — [110, 985, 182, 1007]
article-number-label: ضمیمہ نمبر 19 — [1041, 36, 1113, 58]
header-rule — [1127, 36, 1227, 58]
article-number-label: ضمیمہ نمبر 31 — [668, 36, 741, 58]
article-header — [8, 30, 184, 65]
article-number-label: ضمیمہ نمبر 48 — [296, 434, 369, 456]
news-article — [1311, 1375, 1487, 1583]
news-article — [381, 371, 557, 755]
article-header — [381, 1170, 557, 1207]
header-rule — [1313, 495, 1412, 517]
header-rule — [10, 377, 110, 399]
article-body: اطلاعات کے مطابق وفاقی حکومت نے آئندہ مالی سال کے بجٹ کی تیاری شروع کر دی ہے اور اس سلسلے میں وزارت خزانہ میں اہم اجلاس منعقد ہوا جس میں مختلف تجاویز پر غور کیا گیا۔ ذرائع کے مطابق اجلاس میں ترقیاتی منصوبوں کے لیے فنڈز کی فراہمی، محصولات میں اضافے اور اخراجات میں کمی کے اقدامات پر تفصیلی بات چیت ہوئی۔ حکام کا کہنا ہے کہ عوام کو ریلیف دینے کے لیے ہر ممکن کوشش کی جائے گی اور تنخواہ دار طبقے پر اضافی بوجھ نہیں ڈالا جائے گا۔ صوبائی حکومتوں سے بھی مشاورت جاری ہے تاکہ قومی — [1311, 1071, 1487, 1368]
article-number-label: ضمیمہ نمبر 38 — [482, 36, 555, 58]
article-number-label: ضمیمہ نمبر 40 — [482, 377, 555, 399]
article-body: اطلاعات کے مطابق وفاقی حکومت نے آئندہ مالی سال کے بجٹ کی تیاری شروع کر دی ہے اور اس سلسلے میں وزارت خزانہ — [8, 1673, 184, 1741]
news-column — [933, 30, 1119, 2460]
article-number-label: ضمیمہ نمبر 5 — [1412, 1595, 1485, 1617]
news-article — [8, 371, 184, 597]
header-rule — [1127, 665, 1227, 687]
header-rule — [754, 36, 854, 58]
header-rule — [10, 1518, 110, 1540]
article-header — [194, 967, 371, 1004]
header-rule — [1313, 1381, 1412, 1402]
article-header — [752, 1648, 929, 1685]
news-article — [8, 1334, 184, 1507]
header-rule — [383, 767, 482, 788]
header-rule — [383, 36, 482, 58]
article-header — [566, 1065, 743, 1101]
article-number-label: ضمیمہ نمبر 6 — [1412, 1721, 1485, 1743]
article-header — [8, 780, 184, 817]
article-number-label: ضمیمہ نمبر 27 — [854, 1034, 927, 1056]
article-header — [752, 1932, 929, 1969]
article-body: اطلاعات کے مطابق وفاقی حکومت نے آئندہ مالی سال کے بجٹ کی تیاری شروع کر دی ہے اور اس سلسلے میں وزارت خزانہ میں اہم اجلاس منعقد ہوا جس میں مختلف تجاویز پر غور کیا گیا۔ ذرائع کے مطابق اجلاس میں ترقیاتی منصوبوں کے لیے فنڈز کی فراہمی، محصولات میں اضافے اور اخراجات میں کمی کے اقدامات پر تفصیلی بات چیت ہوئی۔ حکام کا کہنا ہے کہ عوام کو ریلیف دینے کے لیے ہر ممکن کوشش کی جائے گی اور تنخواہ دار طبقے پر اضافی بوجھ نہیں ڈالا جائے گا۔ صوبائی حکومتوں سے بھی مشاورت جاری ہے تاکہ قومی ترقی کے اہداف حاصل کیے جا سکیں۔ اطلاعات کے مطابق وفاقی حکومت نے آئندہ مالی سال کے بجٹ کی تیاری شروع کر دی ہے اور اس سلسلے میں وزارت خزانہ میں اہم اجلاس منعقد ہوا جس میں مختلف تجاویز پر غور کیا گیا۔ ذرائع کے مطابق اجلاس میں ترقیاتی منصوبوں کے لیے فنڈز کی — [566, 1332, 743, 1786]
